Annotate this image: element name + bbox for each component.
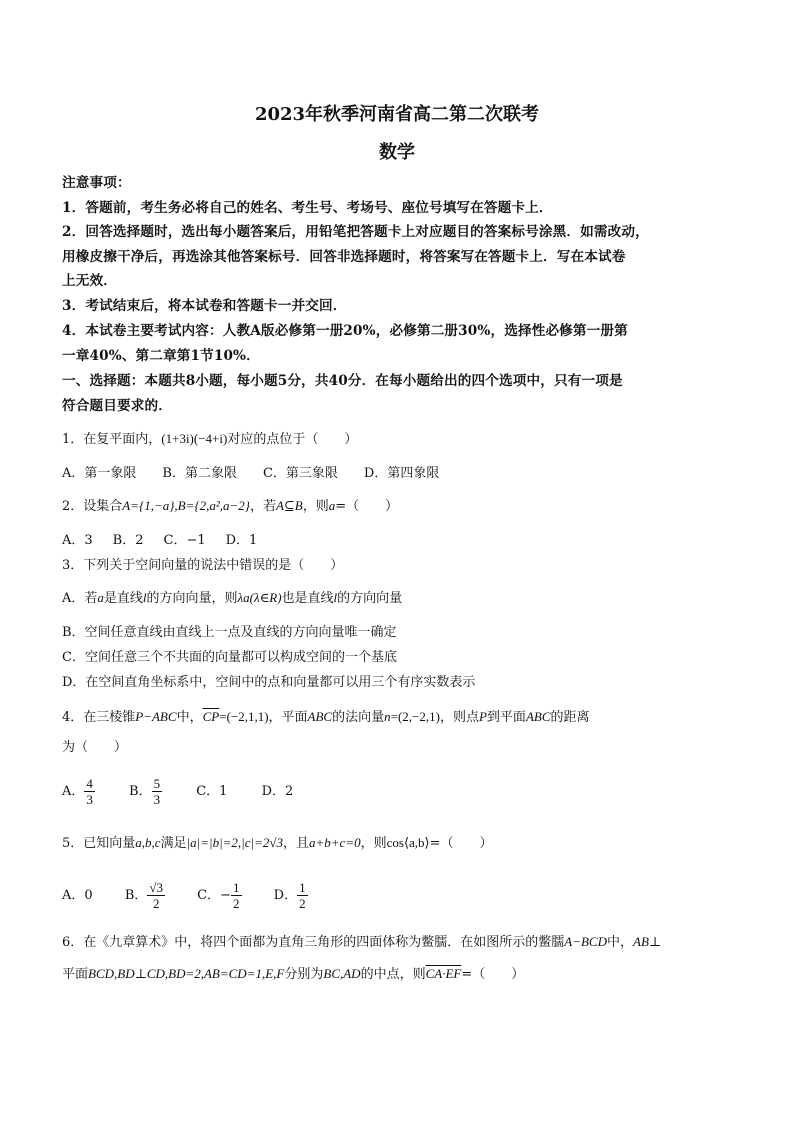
question-6-stem-line-2: 平面BCD,BD⊥CD,BD=2,AB=CD=1,E,F分别为BC,AD的中点，则CA·EF=（ ）	[62, 966, 525, 982]
question-1-options	[62, 464, 465, 484]
option-d: D．2	[261, 784, 294, 799]
question-2-options	[62, 531, 283, 551]
notice-item-2-line-2: 用橡皮擦干净后，再选涂其他答案标号．回答非选择题时，将答案写在答题卡上．写在本试卷	[62, 249, 626, 265]
exam-title: 2023年秋季河南省高二第二次联考	[254, 104, 540, 125]
option-a: A．3	[62, 533, 93, 548]
question-3-option-b: B．空间任意直线由直线上一点及直线的方向向量唯一确定	[62, 625, 397, 640]
question-5-stem: 5．已知向量a,b,c满足|a|=|b|=2,|c|=2√3，且a+b+c=0，则cos⟨a,b⟩=（ ）	[62, 835, 493, 851]
question-2-stem: 2．设集合A={1,−a},B={2,a²,a−2}，若A⊆B，则a=（ ）	[62, 498, 399, 514]
question-4-stem-line-2: 为（ ）	[62, 740, 128, 755]
option-b: B． $\frac{5}{3}$	[129, 776, 161, 807]
vector-cp: $\overline{CP}$	[202, 709, 220, 724]
question-3-stem: 3．下列关于空间向量的说法中错误的是（ ）	[62, 558, 344, 573]
question-4-options	[62, 772, 319, 812]
option-a: A．第一象限	[62, 466, 137, 481]
option-a: A． $\frac{4}{3}$	[62, 776, 93, 807]
question-3-option-d: D．在空间直角坐标系中，空间中的点和向量都可以用三个有序实数表示	[62, 675, 476, 690]
question-6-stem-line-1: 6．在《九章算术》中，将四个面都为直角三角形的四面体称为鳖臑．在如图所示的鳖臑A−BCD中，AB⊥	[62, 934, 662, 950]
vector-dot-product: CA·EF	[425, 966, 462, 981]
question-3-option-c: C．空间任意三个不共面的向量都可以构成空间的一个基底	[62, 650, 397, 665]
subject-title: 数学	[379, 142, 415, 163]
question-4-stem-line-1: 4．在三棱锥P−ABC中，$\overline{CP}=(-2,1,1)$，平面ABC的法向量n=(2,−2,1)，则点P到平面ABC的距离	[62, 709, 590, 725]
option-d: D．第四象限	[363, 466, 440, 481]
notice-item-3: 3．考试结束后，将本试卷和答题卡一并交回．	[62, 298, 347, 314]
option-d: D． $\frac{1}{2}$	[273, 880, 306, 911]
question-2-sets: A={1,−a},B={2,a²,a−2}	[122, 498, 250, 513]
option-d: D．1	[225, 533, 258, 548]
option-b: B． $\frac{√3}{2}$	[124, 880, 164, 911]
section-heading-line-2: 符合题目要求的．	[62, 398, 172, 414]
question-3-option-a: A．若a是直线l的方向向量，则λa(λ∈R)也是直线l的方向向量	[62, 590, 403, 606]
question-1-stem: 1．在复平面内，(1+3i)(−4+i)对应的点位于（ ）	[62, 431, 358, 447]
notice-item-2-line-1: 2．回答选择题时，选出每小题答案后，用铅笔把答题卡上对应题目的答案标号涂黑．如需改动，	[62, 224, 649, 240]
option-a: A．0	[62, 888, 93, 903]
option-c: C．1	[196, 784, 228, 799]
notice-item-2-line-3: 上无效．	[62, 273, 117, 289]
option-c: C．− $\frac{1}{2}$	[197, 880, 240, 911]
notice-item-1: 1．答题前，考生务必将自己的姓名、考生号、考场号、座位号填写在答题卡上．	[62, 200, 553, 216]
notice-item-4-line-1: 4．本试卷主要考试内容：人教A版必修第一册20%，必修第二册30%，选择性必修第一册第	[62, 323, 628, 339]
option-b: B．2	[112, 533, 144, 548]
option-c: C．第三象限	[262, 466, 338, 481]
option-c: C．−1	[163, 533, 206, 548]
question-1-expression: (1+3i)(−4+i)	[161, 431, 228, 446]
notice-item-4-line-2: 一章40%、第二章第1节10%．	[62, 348, 260, 364]
section-heading-line-1: 一、选择题：本题共8小题，每小题5分，共40分．在每小题给出的四个选项中，只有一项是	[62, 373, 623, 389]
option-b: B．第二象限	[162, 466, 237, 481]
question-5-options	[62, 876, 334, 916]
notice-heading: 注意事项：	[62, 175, 131, 191]
